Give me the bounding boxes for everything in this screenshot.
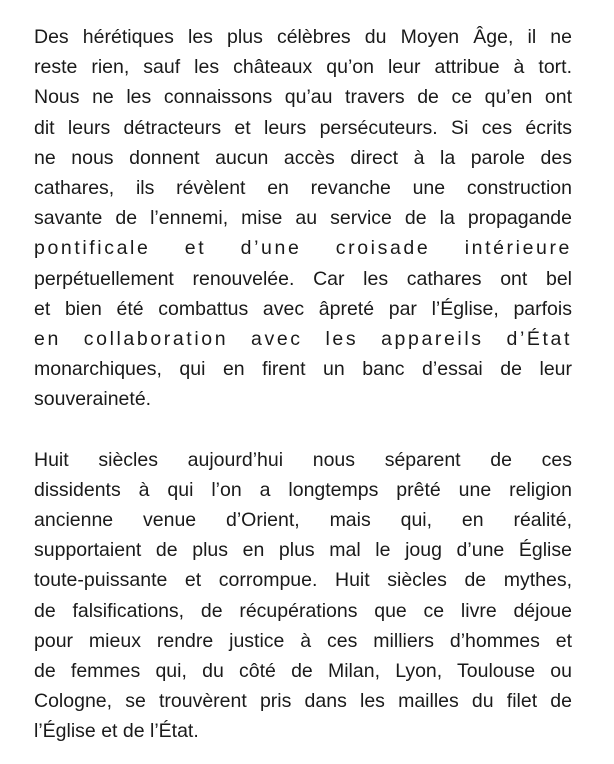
text-line: Des hérétiques les plus célèbres du Moyen Âge, il ne	[34, 26, 572, 48]
book-blurb	[34, 22, 572, 747]
text-line: pour mieux rendre justice à ces milliers d’hommes et	[34, 629, 572, 652]
paragraph-2	[34, 445, 572, 747]
text-line: l’Église et de l’État.	[34, 720, 199, 743]
text-line: cathares, ils révèlent en revanche une construction	[34, 177, 572, 200]
text-line: en collaboration avec les appareils d’État	[34, 328, 572, 351]
text-line: dissidents à qui l’on a longtemps prêté une religion	[34, 478, 572, 501]
text-line: de falsifications, de récupérations que ce livre déjoue	[34, 599, 572, 622]
text-line: Nous ne les connaissons qu’au travers de ce qu’en ont	[34, 86, 572, 109]
text-line: Cologne, se trouvèrent pris dans les mailles du filet de	[34, 690, 572, 713]
text-line: Huit siècles aujourd’hui nous séparent de ces	[34, 448, 572, 471]
text-line: perpétuellement renouvelée. Car les cathares ont bel	[34, 267, 572, 290]
paragraph-1	[34, 22, 572, 415]
text-line: toute-puissante et corrompue. Huit siècles de mythes,	[34, 569, 572, 592]
text-line: de femmes qui, du côté de Milan, Lyon, Toulouse ou	[34, 660, 572, 683]
text-line: reste rien, sauf les châteaux qu’on leur attribue à tort.	[34, 56, 572, 79]
text-line: dit leurs détracteurs et leurs persécuteurs. Si ces écrits	[34, 116, 572, 139]
text-line: supportaient de plus en plus mal le joug d’une Église	[34, 539, 572, 562]
text-line: ancienne venue d’Orient, mais qui, en réalité,	[34, 509, 572, 532]
text-line: monarchiques, qui en firent un banc d’essai de leur	[34, 358, 572, 381]
text-line: pontificale et d’une croisade intérieure	[34, 237, 572, 260]
text-line: ne nous donnent aucun accès direct à la parole des	[34, 146, 572, 169]
text-line: et bien été combattus avec âpreté par l’Église, parfois	[34, 297, 572, 320]
text-line: souveraineté.	[34, 388, 152, 411]
text-line: savante de l’ennemi, mise au service de la propagande	[34, 207, 572, 230]
